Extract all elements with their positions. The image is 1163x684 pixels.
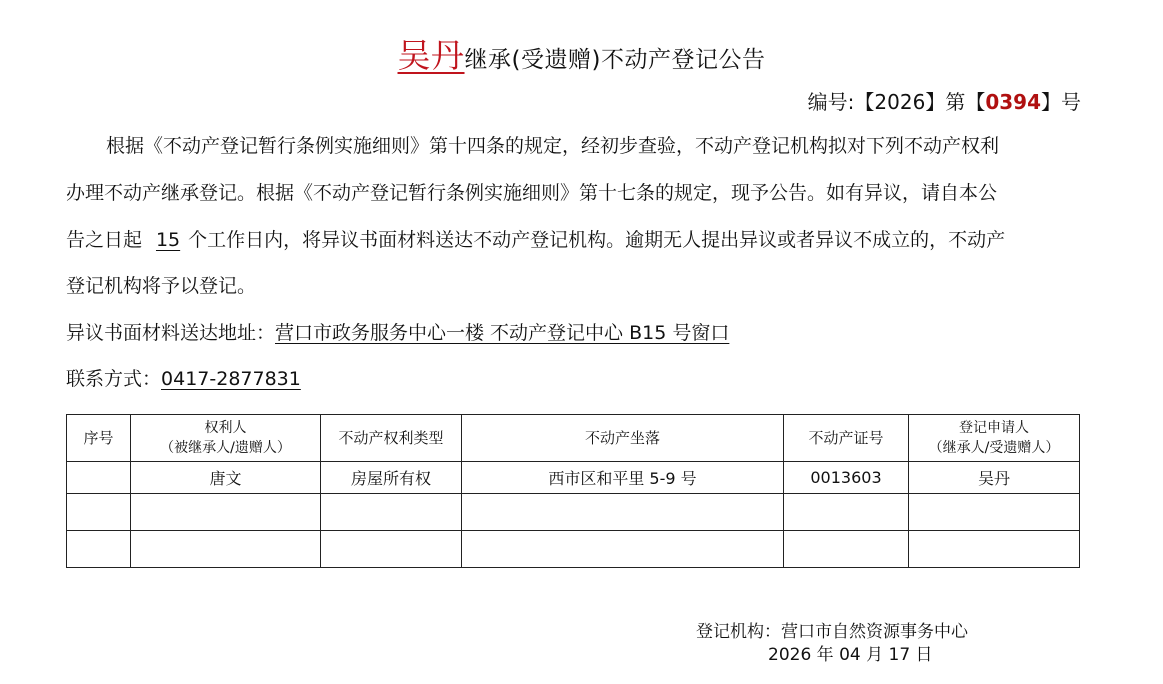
title-text: 继承(受遗赠)不动产登记公告 <box>464 47 766 73</box>
body-line-1: 根据《不动产登记暂行条例实施细则》第十四条的规定，经初步查验，不动产登记机构拟对下列不动产权利 <box>106 135 1000 157</box>
notice-date: 2026 年 04 月 17 日 <box>768 645 933 665</box>
body-line-2: 办理不动产继承登记。根据《不动产登记暂行条例实施细则》第十七条的规定，现予公告。如有异议，请自本公 <box>66 182 998 204</box>
table-row-empty <box>67 531 1080 568</box>
contact-phone: 0417-2877831 <box>161 368 301 390</box>
cell-seq <box>67 462 131 494</box>
cell-cert: 0013603 <box>784 462 909 494</box>
cell-holder: 唐文 <box>131 462 321 494</box>
address-label: 异议书面材料送达地址： <box>66 322 276 344</box>
property-table <box>66 414 1080 568</box>
cell-type: 房屋所有权 <box>321 462 462 494</box>
table-row-empty <box>67 494 1080 531</box>
number-serial: 0394 <box>985 90 1041 114</box>
table-row <box>67 462 1080 494</box>
notice-number: 编号:【2026】第【0394】号 <box>807 90 1081 114</box>
cell-location: 西市区和平里 5-9 号 <box>462 462 784 494</box>
table-header <box>67 415 1080 462</box>
number-year: 2026 <box>874 90 926 114</box>
header-location: 不动产坐落 <box>462 415 784 462</box>
cell-applicant: 吴丹 <box>909 462 1080 494</box>
body-line-3: 告之日起 15 个工作日内，将异议书面材料送达不动产登记机构。逾期无人提出异议或者异议不成立的，不动产 <box>66 229 1006 251</box>
body-line-4: 登记机构将予以登记。 <box>66 275 257 297</box>
header-cert: 不动产证号 <box>784 415 909 462</box>
header-holder: 权利人 （被继承人/遗赠人） <box>131 415 321 462</box>
header-seq: 序号 <box>67 415 131 462</box>
contact-info <box>66 364 1083 391</box>
notice-title <box>0 30 1163 77</box>
objection-address <box>66 318 1083 345</box>
header-applicant: 登记申请人 （继承人/受遗赠人） <box>909 415 1080 462</box>
registration-org: 登记机构：营口市自然资源事务中心 <box>696 622 968 642</box>
objection-days: 15 <box>155 229 181 251</box>
applicant-name-title: 吴丹 <box>397 36 465 75</box>
header-type: 不动产权利类型 <box>321 415 462 462</box>
address-value: 营口市政务服务中心一楼 不动产登记中心 B15 号窗口 <box>275 322 730 344</box>
contact-label: 联系方式： <box>66 368 162 390</box>
